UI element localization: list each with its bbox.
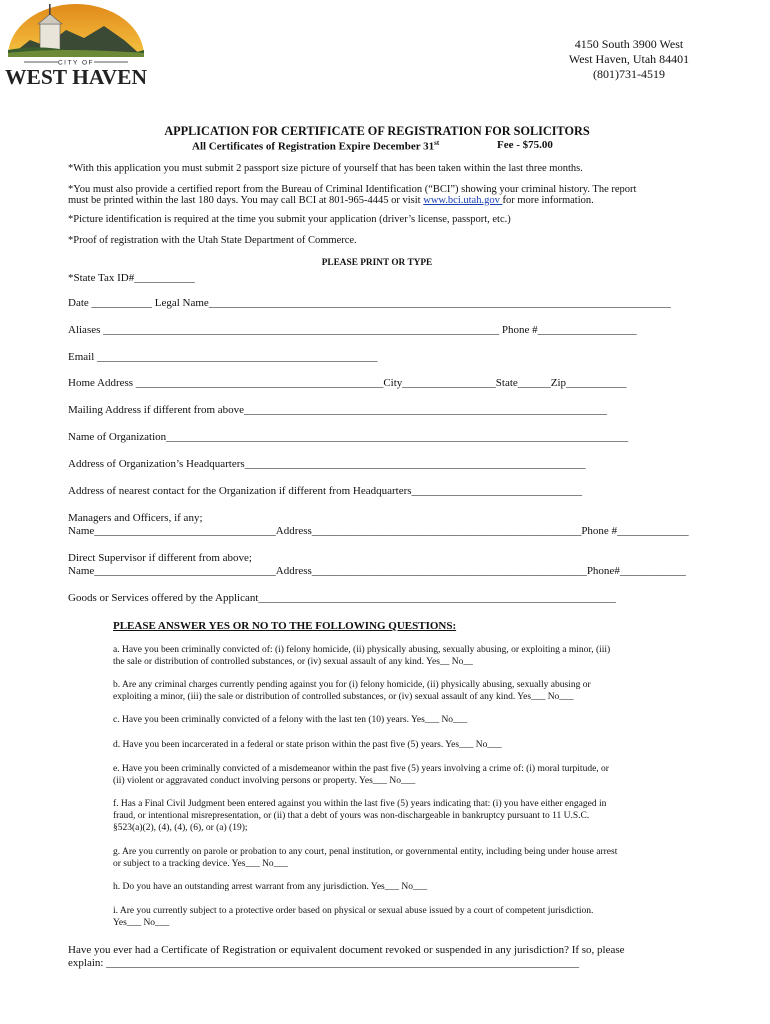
organization-hq-field[interactable]: Address of Organization’s Headquarters______________________________________________________________: [68, 458, 586, 470]
question-b-line1: b. Are any criminal charges currently pending against you for (i) felony homicide, (ii) physically abusing, sexually abusing or: [113, 680, 591, 690]
please-print: PLEASE PRINT OR TYPE: [321, 258, 433, 268]
note-passport: *With this application you must submit 2 passport size picture of yourself that has been taken within the last three months.: [68, 163, 583, 174]
question-d[interactable]: d. Have you been incarcerated in a federal or state prison within the past five (5) years. Yes___ No___: [113, 740, 502, 750]
expire-note: All Certificates of Registration Expire December 31st: [192, 139, 440, 153]
question-f-line3: §523(a)(2), (4), (4), (6), or (a) (19);: [113, 823, 248, 833]
question-i-line1: i. Are you currently subject to a protective order based on physical or sexual abuse issued by a court of competent jurisdiction.: [113, 906, 594, 916]
west-haven-logo: [0, 0, 152, 88]
question-c[interactable]: c. Have you been criminally convicted of a felony with the last ten (10) years. Yes___ No___: [113, 715, 468, 725]
question-b-line2[interactable]: exploiting a minor, (iii) the sale or distribution of controlled substances, or (iv) sexual assault of any kind. Yes___ No___: [113, 692, 574, 702]
question-a-line2[interactable]: the sale or distribution of controlled substances, or (iv) sexual assault of any kind. Yes__ No__: [113, 657, 473, 667]
question-g-line1: g. Are you currently on parole or probation to any court, penal institution, or governmental entity, including being under house arrest: [113, 847, 618, 857]
address-line2: West Haven, Utah 84401: [568, 52, 690, 66]
state-tax-id-field[interactable]: *State Tax ID#___________: [68, 272, 195, 284]
question-e-line2[interactable]: (ii) violent or aggravated conduct involving persons or property. Yes___ No___: [113, 776, 416, 786]
questions-heading: PLEASE ANSWER YES OR NO TO THE FOLLOWING QUESTIONS:: [113, 620, 457, 632]
date-legal-name-field[interactable]: Date ___________ Legal Name____________________________________________________________________________________: [68, 297, 671, 309]
revoked-question: Have you ever had a Certificate of Registration or equivalent document revoked or suspended in any jurisdiction? If so, please: [68, 944, 625, 956]
question-i-line2[interactable]: Yes___ No___: [113, 918, 170, 928]
question-e-line1: e. Have you been criminally convicted of a misdemeanor within the past five (5) years involving a crime of: (i) moral turpitude, or: [113, 764, 609, 774]
note-picture-id: *Picture identification is required at the time you submit your application (driver’s license, passport, etc.): [68, 214, 511, 225]
question-h[interactable]: h. Do you have an outstanding arrest warrant from any jurisdiction. Yes___ No___: [113, 882, 428, 892]
aliases-phone-field[interactable]: Aliases ________________________________________________________________________ Phone #__________________: [68, 324, 637, 336]
page-title: APPLICATION FOR CERTIFICATE OF REGISTRATION FOR SOLICITORS: [164, 124, 590, 138]
question-g-line2[interactable]: or subject to a tracking device. Yes___ No___: [113, 859, 288, 869]
note-bci-2: must be printed within the last 180 days. You may call BCI at 801-965-4445 or visit www.bci.utah.gov for more information.: [68, 195, 594, 206]
address-phone: (801)731-4519: [593, 67, 665, 81]
revoked-explain-field[interactable]: explain: ______________________________________________________________________________________: [68, 957, 580, 969]
managers-field[interactable]: Name_________________________________Address_________________________________________________Phone #_____________: [68, 525, 689, 537]
note-bci-1: *You must also provide a certified report from the Bureau of Criminal Identification (“BCI”) showing your criminal history. The report: [68, 184, 637, 195]
note-commerce: *Proof of registration with the Utah State Department of Commerce.: [68, 235, 357, 246]
logo-city-of: CITY OF: [57, 59, 95, 67]
email-field[interactable]: Email ___________________________________________________: [68, 351, 378, 363]
organization-name-field[interactable]: Name of Organization____________________________________________________________________________________: [68, 431, 629, 443]
supervisor-field[interactable]: Name_________________________________Address__________________________________________________Phone#____________: [68, 565, 686, 577]
managers-label: Managers and Officers, if any;: [68, 512, 203, 524]
home-address-field[interactable]: Home Address _____________________________________________City_________________State______Zip___________: [68, 377, 627, 389]
question-f-line2: fraud, or intentional misrepresentation, or (ii) that a debt of yours was non-dischargeable in bankruptcy pursuant to 11 U.S.C.: [113, 811, 590, 821]
goods-services-field[interactable]: Goods or Services offered by the Applicant_________________________________________________________________: [68, 592, 616, 604]
fee: Fee - $75.00: [497, 139, 553, 151]
bci-link[interactable]: www.bci.utah.gov: [423, 195, 503, 206]
logo-name: WEST HAVEN: [5, 65, 147, 88]
question-f-line1: f. Has a Final Civil Judgment been entered against you within the last five (5) years indicating that: (i) you have either engaged in: [113, 799, 607, 809]
nearest-contact-field[interactable]: Address of nearest contact for the Organization if different from Headquarters_______________________________: [68, 485, 583, 497]
mailing-address-field[interactable]: Mailing Address if different from above__________________________________________________________________: [68, 404, 608, 416]
supervisor-label: Direct Supervisor if different from above;: [68, 552, 252, 564]
question-a-line1: a. Have you been criminally convicted of: (i) felony homicide, (ii) physically abusing, sexually abusing, or exploiting a minor, (iii): [113, 645, 611, 655]
address-line1: 4150 South 3900 West: [574, 37, 684, 51]
